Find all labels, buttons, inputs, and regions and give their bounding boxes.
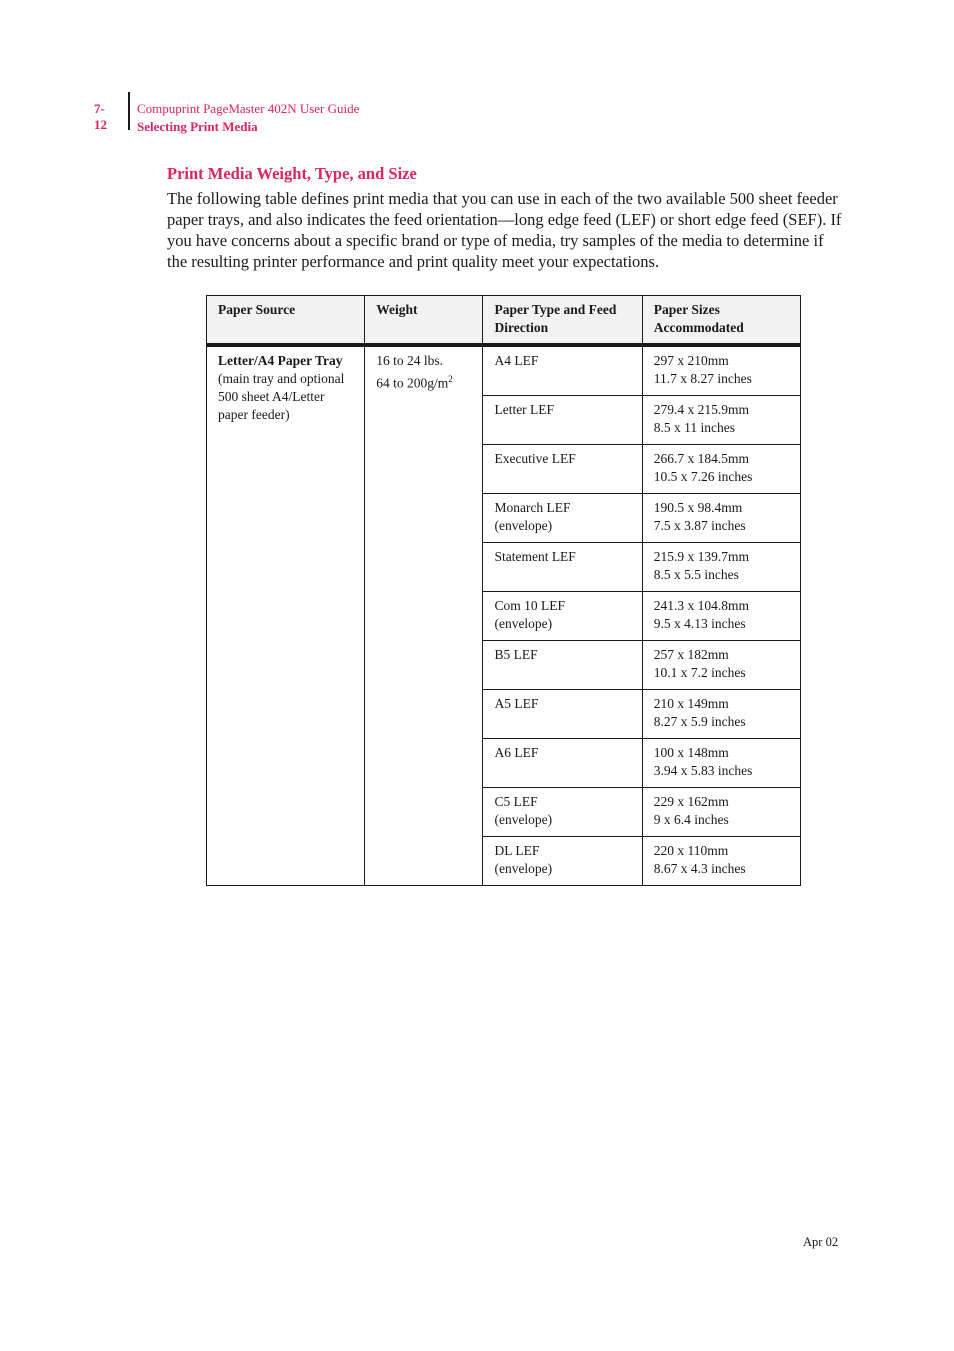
size-mm: 297 x 210mm — [653, 353, 729, 368]
table-row — [207, 345, 801, 396]
header-paper-sizes: Paper Sizes Accommodated — [642, 296, 800, 346]
size-inches: 7.5 x 3.87 inches — [653, 518, 746, 533]
paper-type-cell — [483, 445, 642, 494]
size-inches: 8.5 x 5.5 inches — [653, 567, 739, 582]
intro-paragraph: The following table defines print media that you can use in each of the two available 500 sheet feeder paper trays, and also indicates the feed orientation—long edge feed (LEF) or short edge feed (SEF). If you have concerns about a specific brand or type of media, try samples of the media to determine if the resulting printer performance and print quality meet your expectations. — [167, 189, 842, 271]
size-inches: 9 x 6.4 inches — [653, 812, 729, 827]
size-mm: 229 x 162mm — [653, 794, 729, 809]
paper-type-cell — [483, 592, 642, 641]
paper-size-cell — [642, 837, 800, 886]
size-inches: 10.1 x 7.2 inches — [653, 665, 746, 680]
footer-date: Apr 02 — [803, 1235, 839, 1249]
size-mm: 210 x 149mm — [653, 696, 729, 711]
table-body — [207, 345, 801, 886]
weight-cell — [365, 345, 483, 886]
paper-type: Executive LEF — [494, 451, 576, 466]
paper-size-cell — [642, 396, 800, 445]
paper-type-note: (envelope) — [494, 861, 553, 876]
paper-type-cell — [483, 690, 642, 739]
header-paper-type: Paper Type and Feed Direction — [483, 296, 642, 346]
size-inches: 3.94 x 5.83 inches — [653, 763, 753, 778]
paper-size-cell — [642, 788, 800, 837]
weight-gsm-superscript: 2 — [448, 374, 453, 384]
page-number: 7-12 — [94, 101, 107, 132]
paper-size-cell — [642, 445, 800, 494]
paper-type: DL LEF — [494, 843, 540, 858]
paper-type: Letter LEF — [494, 402, 555, 417]
paper-size-cell — [642, 592, 800, 641]
section-name: Selecting Print Media — [137, 119, 258, 134]
weight-gsm: 64 to 200g/m — [376, 375, 449, 391]
section-heading: Print Media Weight, Type, and Size — [167, 164, 417, 183]
paper-size-cell — [642, 690, 800, 739]
guide-title: Compuprint PageMaster 402N User Guide — [137, 101, 360, 116]
header-weight: Weight — [365, 296, 483, 346]
paper-type: A6 LEF — [494, 745, 539, 760]
weight-lbs: 16 to 24 lbs. — [376, 353, 444, 368]
size-mm: 241.3 x 104.8mm — [653, 598, 749, 613]
size-mm: 215.9 x 139.7mm — [653, 549, 749, 564]
paper-type-cell — [483, 837, 642, 886]
size-mm: 266.7 x 184.5mm — [653, 451, 749, 466]
print-media-table — [206, 295, 801, 886]
paper-size-cell — [642, 641, 800, 690]
paper-type: Statement LEF — [494, 549, 576, 564]
size-mm: 190.5 x 98.4mm — [653, 500, 743, 515]
paper-type: A5 LEF — [494, 696, 539, 711]
size-inches: 10.5 x 7.26 inches — [653, 469, 753, 484]
paper-type-note: (envelope) — [494, 616, 553, 631]
paper-size-cell — [642, 494, 800, 543]
size-mm: 100 x 148mm — [653, 745, 729, 760]
paper-type: A4 LEF — [494, 353, 539, 368]
size-mm: 257 x 182mm — [653, 647, 729, 662]
paper-type-cell — [483, 494, 642, 543]
size-inches: 8.27 x 5.9 inches — [653, 714, 746, 729]
size-inches: 8.67 x 4.3 inches — [653, 861, 746, 876]
size-mm: 279.4 x 215.9mm — [653, 402, 749, 417]
paper-type-cell — [483, 396, 642, 445]
size-inches: 8.5 x 11 inches — [653, 420, 735, 435]
size-inches: 9.5 x 4.13 inches — [653, 616, 746, 631]
header-divider — [128, 92, 130, 130]
paper-source-note: (main tray and optional 500 sheet A4/Letter paper feeder) — [218, 371, 345, 422]
paper-source-cell — [207, 345, 365, 886]
paper-type-cell — [483, 345, 642, 396]
paper-size-cell — [642, 543, 800, 592]
paper-source-name: Letter/A4 Paper Tray — [218, 353, 343, 368]
paper-type-cell — [483, 788, 642, 837]
paper-type-cell — [483, 739, 642, 788]
table-header-row — [207, 296, 801, 346]
paper-type: C5 LEF — [494, 794, 538, 809]
size-inches: 11.7 x 8.27 inches — [653, 371, 752, 386]
paper-type: B5 LEF — [494, 647, 538, 662]
header-paper-source: Paper Source — [207, 296, 365, 346]
paper-size-cell — [642, 739, 800, 788]
paper-type: Monarch LEF — [494, 500, 571, 515]
paper-type: Com 10 LEF — [494, 598, 565, 613]
paper-type-note: (envelope) — [494, 518, 553, 533]
paper-type-note: (envelope) — [494, 812, 553, 827]
size-mm: 220 x 110mm — [653, 843, 729, 858]
paper-type-cell — [483, 641, 642, 690]
paper-type-cell — [483, 543, 642, 592]
paper-size-cell — [642, 345, 800, 396]
